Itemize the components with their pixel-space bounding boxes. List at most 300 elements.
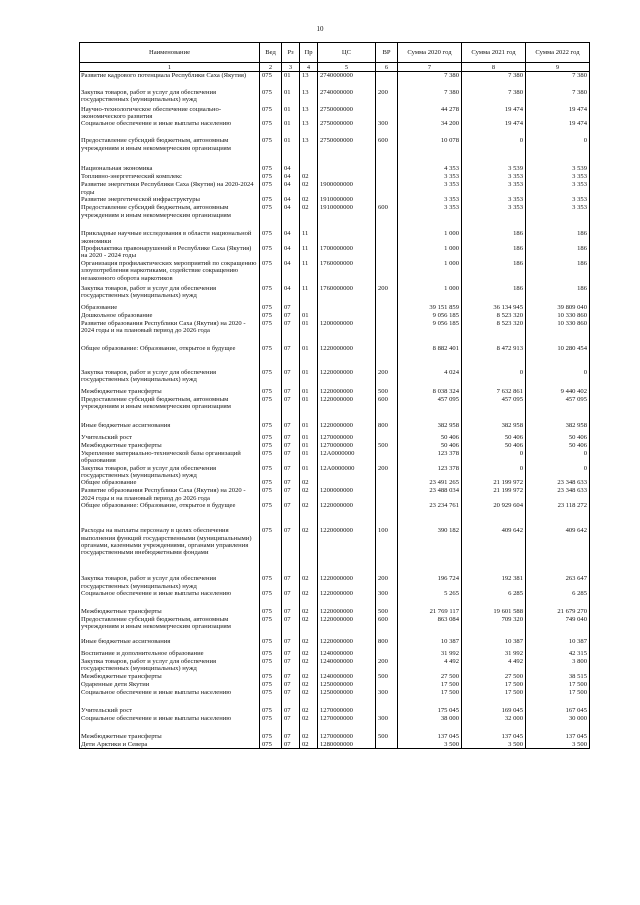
row-vr-cell: 200 <box>376 89 398 106</box>
table-row <box>80 650 590 658</box>
row-sum-2021-cell: 0 <box>462 450 526 465</box>
row-rz-cell: 04 <box>282 230 300 245</box>
row-pr-cell: 01 <box>300 312 318 320</box>
row-sum-2020-cell: 4 353 <box>398 165 462 173</box>
table-row <box>80 741 590 749</box>
row-sum-2020-cell: 4 024 <box>398 369 462 388</box>
row-ved-cell: 075 <box>260 245 282 260</box>
row-cs-cell: 1270000000 <box>318 707 376 715</box>
row-cs-cell: 1700000000 <box>318 245 376 260</box>
row-sum-2021-cell: 8 523 320 <box>462 320 526 345</box>
row-name-cell: Закупка товаров, работ и услуг для обеспечения государственных (муниципальных) нужд <box>80 575 260 590</box>
row-pr-cell: 02 <box>300 715 318 733</box>
row-sum-2020-cell: 3 353 <box>398 173 462 181</box>
row-sum-2020-cell: 38 000 <box>398 715 462 733</box>
row-name-cell: Развитие образования Республики Саха (Якутия) на 2020 - 2024 годы и на плановый период до 2026 года <box>80 320 260 345</box>
row-ved-cell: 075 <box>260 465 282 480</box>
row-sum-2020-cell: 382 958 <box>398 422 462 434</box>
row-ved-cell: 075 <box>260 638 282 650</box>
row-cs-cell: 1220000000 <box>318 616 376 638</box>
table-row <box>80 479 590 487</box>
row-rz-cell: 04 <box>282 245 300 260</box>
row-pr-cell: 02 <box>300 575 318 590</box>
row-vr-cell: 200 <box>376 285 398 304</box>
table-row <box>80 312 590 320</box>
row-sum-2021-cell: 21 199 972 <box>462 479 526 487</box>
row-sum-2022-cell: 50 406 <box>526 434 590 442</box>
header-rz: Рз <box>282 43 300 63</box>
row-cs-cell <box>318 312 376 320</box>
row-sum-2020-cell: 17 500 <box>398 689 462 707</box>
row-sum-2020-cell: 27 500 <box>398 673 462 681</box>
row-cs-cell: 2750000000 <box>318 106 376 121</box>
table-row <box>80 673 590 681</box>
row-vr-cell: 300 <box>376 120 398 137</box>
row-vr-cell <box>376 196 398 204</box>
row-cs-cell <box>318 479 376 487</box>
row-name-cell: Межбюджетные трансферты <box>80 608 260 616</box>
row-ved-cell: 075 <box>260 165 282 173</box>
row-rz-cell: 07 <box>282 681 300 689</box>
table-row <box>80 388 590 396</box>
row-sum-2020-cell: 10 387 <box>398 638 462 650</box>
row-rz-cell: 07 <box>282 422 300 434</box>
row-rz-cell: 04 <box>282 173 300 181</box>
table-row <box>80 638 590 650</box>
row-rz-cell: 04 <box>282 196 300 204</box>
header-sum-2021: Сумма 2021 год <box>462 43 526 63</box>
row-sum-2022-cell: 186 <box>526 230 590 245</box>
row-vr-cell <box>376 345 398 369</box>
row-cs-cell: 1220000000 <box>318 575 376 590</box>
table-row <box>80 120 590 137</box>
row-sum-2022-cell: 382 958 <box>526 422 590 434</box>
row-sum-2021-cell: 3 353 <box>462 173 526 181</box>
row-name-cell: Предоставление субсидий бюджетным, автономным учреждениям и иным некоммерческим организациям <box>80 616 260 638</box>
row-pr-cell: 02 <box>300 638 318 650</box>
row-pr-cell: 02 <box>300 650 318 658</box>
row-rz-cell: 07 <box>282 658 300 673</box>
row-sum-2022-cell: 6 285 <box>526 590 590 608</box>
row-sum-2022-cell: 3 353 <box>526 196 590 204</box>
row-cs-cell: 1900000000 <box>318 181 376 196</box>
row-vr-cell <box>376 72 398 89</box>
column-number: 6 <box>376 63 398 72</box>
row-sum-2022-cell: 3 353 <box>526 204 590 230</box>
row-pr-cell: 01 <box>300 388 318 396</box>
row-sum-2021-cell: 19 601 588 <box>462 608 526 616</box>
row-sum-2020-cell: 1 000 <box>398 285 462 304</box>
row-name-cell: Национальная экономика <box>80 165 260 173</box>
row-sum-2020-cell: 23 491 265 <box>398 479 462 487</box>
budget-table <box>79 42 590 749</box>
row-rz-cell: 07 <box>282 608 300 616</box>
row-sum-2021-cell: 186 <box>462 260 526 285</box>
row-sum-2021-cell: 50 406 <box>462 434 526 442</box>
table-row <box>80 204 590 230</box>
row-vr-cell: 800 <box>376 638 398 650</box>
row-sum-2022-cell: 10 330 860 <box>526 320 590 345</box>
row-name-cell: Учительский рост <box>80 707 260 715</box>
row-rz-cell: 07 <box>282 442 300 450</box>
column-number: 2 <box>260 63 282 72</box>
row-vr-cell: 200 <box>376 465 398 480</box>
row-sum-2021-cell: 186 <box>462 285 526 304</box>
table-row <box>80 658 590 673</box>
row-sum-2022-cell: 0 <box>526 465 590 480</box>
row-rz-cell: 01 <box>282 72 300 89</box>
row-ved-cell: 075 <box>260 575 282 590</box>
row-sum-2020-cell: 44 278 <box>398 106 462 121</box>
row-name-cell: Социальное обеспечение и иные выплаты населению <box>80 120 260 137</box>
row-vr-cell <box>376 707 398 715</box>
table-row <box>80 345 590 369</box>
row-vr-cell: 500 <box>376 733 398 741</box>
table-row <box>80 260 590 285</box>
row-name-cell: Научно-технологическое обеспечение социально-экономического развития <box>80 106 260 121</box>
row-ved-cell: 075 <box>260 527 282 575</box>
row-cs-cell: 1240000000 <box>318 650 376 658</box>
row-cs-cell: 1760000000 <box>318 260 376 285</box>
table-row <box>80 450 590 465</box>
row-rz-cell: 04 <box>282 181 300 196</box>
row-vr-cell <box>376 450 398 465</box>
row-name-cell: Профилактика правонарушений в Республике Саха (Якутия) на 2020 - 2024 годы <box>80 245 260 260</box>
table-row <box>80 487 590 502</box>
row-ved-cell: 075 <box>260 434 282 442</box>
row-sum-2021-cell: 3 353 <box>462 204 526 230</box>
row-rz-cell: 07 <box>282 650 300 658</box>
row-sum-2022-cell: 0 <box>526 369 590 388</box>
row-rz-cell: 07 <box>282 304 300 312</box>
row-sum-2020-cell: 123 378 <box>398 450 462 465</box>
row-vr-cell: 200 <box>376 658 398 673</box>
row-vr-cell: 500 <box>376 673 398 681</box>
table-row <box>80 72 590 89</box>
row-vr-cell: 200 <box>376 575 398 590</box>
row-pr-cell: 02 <box>300 204 318 230</box>
row-sum-2021-cell: 7 632 861 <box>462 388 526 396</box>
row-sum-2020-cell: 50 406 <box>398 434 462 442</box>
row-pr-cell: 02 <box>300 608 318 616</box>
row-sum-2021-cell: 17 500 <box>462 681 526 689</box>
row-sum-2020-cell: 7 380 <box>398 89 462 106</box>
row-name-cell: Общее образование <box>80 479 260 487</box>
row-vr-cell <box>376 741 398 749</box>
row-sum-2020-cell: 196 724 <box>398 575 462 590</box>
row-name-cell: Закупка товаров, работ и услуг для обеспечения государственных (муниципальных) нужд <box>80 658 260 673</box>
row-name-cell: Расходы на выплаты персоналу в целях обеспечения выполнения функций государственными (муниципальными) органами, казенными учреждениями, органами управления государственными внебюджетными фондами <box>80 527 260 575</box>
row-vr-cell: 500 <box>376 388 398 396</box>
row-cs-cell: 1760000000 <box>318 285 376 304</box>
column-number: 7 <box>398 63 462 72</box>
table-row <box>80 320 590 345</box>
row-sum-2020-cell: 5 265 <box>398 590 462 608</box>
table-row <box>80 502 590 527</box>
row-sum-2022-cell: 21 679 270 <box>526 608 590 616</box>
row-ved-cell: 075 <box>260 689 282 707</box>
row-sum-2022-cell: 19 474 <box>526 106 590 121</box>
row-rz-cell: 07 <box>282 673 300 681</box>
row-pr-cell: 01 <box>300 465 318 480</box>
row-pr-cell: 01 <box>300 396 318 422</box>
row-sum-2020-cell: 137 045 <box>398 733 462 741</box>
row-sum-2020-cell: 10 078 <box>398 137 462 165</box>
row-sum-2021-cell: 457 095 <box>462 396 526 422</box>
row-ved-cell: 075 <box>260 450 282 465</box>
row-vr-cell <box>376 165 398 173</box>
row-ved-cell: 075 <box>260 137 282 165</box>
row-pr-cell: 01 <box>300 345 318 369</box>
row-sum-2022-cell: 3 800 <box>526 658 590 673</box>
table-header-row <box>80 43 590 63</box>
row-rz-cell: 07 <box>282 707 300 715</box>
row-vr-cell <box>376 260 398 285</box>
row-sum-2021-cell: 169 045 <box>462 707 526 715</box>
row-sum-2020-cell: 1 000 <box>398 260 462 285</box>
row-rz-cell: 07 <box>282 479 300 487</box>
row-ved-cell: 075 <box>260 681 282 689</box>
row-vr-cell <box>376 230 398 245</box>
row-cs-cell <box>318 173 376 181</box>
row-sum-2021-cell: 50 406 <box>462 442 526 450</box>
table-row <box>80 165 590 173</box>
row-sum-2020-cell: 9 056 185 <box>398 320 462 345</box>
row-name-cell: Общее образование: Образование, открытое в будущее <box>80 502 260 527</box>
row-pr-cell: 13 <box>300 120 318 137</box>
table-row <box>80 422 590 434</box>
row-cs-cell: 1220000000 <box>318 502 376 527</box>
row-rz-cell: 04 <box>282 165 300 173</box>
row-pr-cell: 02 <box>300 196 318 204</box>
row-sum-2021-cell: 8 523 320 <box>462 312 526 320</box>
row-sum-2021-cell: 32 000 <box>462 715 526 733</box>
row-ved-cell: 075 <box>260 120 282 137</box>
row-name-cell: Развитие образования Республики Саха (Якутия) на 2020 - 2024 годы и на плановый период до 2026 года <box>80 487 260 502</box>
row-sum-2022-cell: 42 315 <box>526 650 590 658</box>
table-row <box>80 173 590 181</box>
row-pr-cell: 02 <box>300 487 318 502</box>
row-sum-2022-cell: 23 348 633 <box>526 487 590 502</box>
row-pr-cell: 01 <box>300 450 318 465</box>
row-ved-cell: 075 <box>260 487 282 502</box>
row-rz-cell: 07 <box>282 616 300 638</box>
row-name-cell: Межбюджетные трансферты <box>80 442 260 450</box>
row-sum-2021-cell: 192 381 <box>462 575 526 590</box>
row-sum-2020-cell: 23 488 034 <box>398 487 462 502</box>
row-sum-2021-cell: 0 <box>462 369 526 388</box>
row-cs-cell <box>318 304 376 312</box>
row-sum-2022-cell: 38 515 <box>526 673 590 681</box>
row-name-cell: Предоставление субсидий бюджетным, автономным учреждениям и иным некоммерческим организациям <box>80 396 260 422</box>
row-sum-2020-cell: 39 151 859 <box>398 304 462 312</box>
row-sum-2020-cell: 3 500 <box>398 741 462 749</box>
table-row <box>80 181 590 196</box>
row-sum-2021-cell: 709 320 <box>462 616 526 638</box>
row-rz-cell: 07 <box>282 312 300 320</box>
row-cs-cell: 2750000000 <box>318 137 376 165</box>
row-rz-cell: 04 <box>282 204 300 230</box>
row-sum-2022-cell: 3 353 <box>526 181 590 196</box>
row-vr-cell <box>376 434 398 442</box>
row-sum-2021-cell: 19 474 <box>462 106 526 121</box>
row-vr-cell <box>376 487 398 502</box>
row-rz-cell: 01 <box>282 106 300 121</box>
row-cs-cell: 1200000000 <box>318 320 376 345</box>
row-pr-cell: 02 <box>300 673 318 681</box>
row-sum-2022-cell: 749 040 <box>526 616 590 638</box>
row-ved-cell: 075 <box>260 741 282 749</box>
row-vr-cell <box>376 502 398 527</box>
row-ved-cell: 075 <box>260 715 282 733</box>
row-sum-2021-cell: 3 500 <box>462 741 526 749</box>
row-sum-2021-cell: 0 <box>462 465 526 480</box>
row-name-cell: Топливно-энергетический комплекс <box>80 173 260 181</box>
row-sum-2020-cell: 8 038 324 <box>398 388 462 396</box>
header-name: Наименование <box>80 43 260 63</box>
row-rz-cell: 07 <box>282 689 300 707</box>
row-pr-cell: 02 <box>300 590 318 608</box>
row-cs-cell: 1270000000 <box>318 715 376 733</box>
row-cs-cell: 1910000000 <box>318 204 376 230</box>
row-sum-2021-cell: 7 380 <box>462 72 526 89</box>
table-row <box>80 106 590 121</box>
row-name-cell: Организация профилактических мероприятий по сокращению злоупотребления наркотиками, содействие сокращению незаконного оборота наркотиков <box>80 260 260 285</box>
row-sum-2022-cell: 10 280 454 <box>526 345 590 369</box>
header-cs: ЦС <box>318 43 376 63</box>
row-rz-cell: 07 <box>282 487 300 502</box>
row-pr-cell: 02 <box>300 689 318 707</box>
row-ved-cell: 075 <box>260 304 282 312</box>
row-rz-cell: 07 <box>282 502 300 527</box>
row-sum-2021-cell: 4 492 <box>462 658 526 673</box>
row-cs-cell: 1220000000 <box>318 527 376 575</box>
column-number: 8 <box>462 63 526 72</box>
row-pr-cell: 02 <box>300 173 318 181</box>
row-sum-2020-cell: 9 056 185 <box>398 312 462 320</box>
row-pr-cell: 13 <box>300 137 318 165</box>
row-rz-cell: 07 <box>282 450 300 465</box>
row-sum-2021-cell: 8 472 913 <box>462 345 526 369</box>
row-sum-2022-cell: 17 500 <box>526 689 590 707</box>
row-rz-cell: 04 <box>282 285 300 304</box>
row-cs-cell: 1220000000 <box>318 396 376 422</box>
row-sum-2021-cell: 31 992 <box>462 650 526 658</box>
row-ved-cell: 075 <box>260 608 282 616</box>
row-pr-cell: 13 <box>300 89 318 106</box>
row-cs-cell: 2750000000 <box>318 120 376 137</box>
row-sum-2020-cell: 1 000 <box>398 230 462 245</box>
row-ved-cell: 075 <box>260 285 282 304</box>
row-vr-cell: 500 <box>376 442 398 450</box>
row-name-cell: Закупка товаров, работ и услуг для обеспечения государственных (муниципальных) нужд <box>80 285 260 304</box>
row-cs-cell: 1240000000 <box>318 658 376 673</box>
row-cs-cell: 1200000000 <box>318 487 376 502</box>
row-cs-cell: 1270000000 <box>318 733 376 741</box>
row-cs-cell: 1220000000 <box>318 369 376 388</box>
row-name-cell: Учительский рост <box>80 434 260 442</box>
row-pr-cell: 02 <box>300 733 318 741</box>
row-pr-cell: 02 <box>300 527 318 575</box>
row-name-cell: Образование <box>80 304 260 312</box>
row-name-cell: Социальное обеспечение и иные выплаты населению <box>80 715 260 733</box>
row-rz-cell: 01 <box>282 120 300 137</box>
table-row <box>80 230 590 245</box>
row-pr-cell <box>300 304 318 312</box>
row-sum-2020-cell: 3 353 <box>398 204 462 230</box>
row-rz-cell: 01 <box>282 89 300 106</box>
row-name-cell: Социальное обеспечение и иные выплаты населению <box>80 689 260 707</box>
row-sum-2022-cell: 137 045 <box>526 733 590 741</box>
row-sum-2022-cell: 17 500 <box>526 681 590 689</box>
row-sum-2022-cell: 7 380 <box>526 72 590 89</box>
row-pr-cell: 02 <box>300 681 318 689</box>
table-row <box>80 396 590 422</box>
row-vr-cell: 200 <box>376 369 398 388</box>
row-sum-2020-cell: 17 500 <box>398 681 462 689</box>
row-name-cell: Воспитание и дополнительное образование <box>80 650 260 658</box>
row-sum-2021-cell: 3 353 <box>462 181 526 196</box>
row-cs-cell: 1220000000 <box>318 638 376 650</box>
row-pr-cell: 01 <box>300 442 318 450</box>
row-sum-2022-cell: 23 348 633 <box>526 479 590 487</box>
row-cs-cell: 1220000000 <box>318 422 376 434</box>
row-rz-cell: 07 <box>282 741 300 749</box>
table-row <box>80 733 590 741</box>
table-row <box>80 89 590 106</box>
row-pr-cell: 13 <box>300 72 318 89</box>
header-pr: Пр <box>300 43 318 63</box>
row-ved-cell: 075 <box>260 345 282 369</box>
table-row <box>80 196 590 204</box>
row-sum-2021-cell: 409 642 <box>462 527 526 575</box>
row-sum-2020-cell: 8 882 401 <box>398 345 462 369</box>
row-sum-2021-cell: 17 500 <box>462 689 526 707</box>
table-row <box>80 681 590 689</box>
row-vr-cell: 300 <box>376 590 398 608</box>
row-rz-cell: 07 <box>282 527 300 575</box>
row-name-cell: Развитие энергетической инфраструктуры <box>80 196 260 204</box>
header-sum-2020: Сумма 2020 год <box>398 43 462 63</box>
row-cs-cell: 2740000000 <box>318 72 376 89</box>
column-number-row <box>80 63 590 72</box>
row-vr-cell: 600 <box>376 204 398 230</box>
row-sum-2020-cell: 31 992 <box>398 650 462 658</box>
row-sum-2020-cell: 1 000 <box>398 245 462 260</box>
row-sum-2020-cell: 7 380 <box>398 72 462 89</box>
row-cs-cell: 1250000000 <box>318 689 376 707</box>
row-sum-2022-cell: 3 539 <box>526 165 590 173</box>
row-sum-2022-cell: 9 440 402 <box>526 388 590 396</box>
row-name-cell: Предоставление субсидий бюджетным, автономным учреждениям и иным некоммерческим организациям <box>80 204 260 230</box>
row-cs-cell: 1280000000 <box>318 741 376 749</box>
row-pr-cell: 11 <box>300 260 318 285</box>
row-sum-2020-cell: 23 234 761 <box>398 502 462 527</box>
row-ved-cell: 075 <box>260 89 282 106</box>
row-pr-cell: 01 <box>300 369 318 388</box>
row-vr-cell: 600 <box>376 396 398 422</box>
table-row <box>80 369 590 388</box>
table-row <box>80 245 590 260</box>
row-vr-cell <box>376 181 398 196</box>
row-name-cell: Иные бюджетные ассигнования <box>80 422 260 434</box>
row-ved-cell: 075 <box>260 658 282 673</box>
row-sum-2021-cell: 382 958 <box>462 422 526 434</box>
row-rz-cell: 07 <box>282 638 300 650</box>
row-sum-2020-cell: 3 353 <box>398 181 462 196</box>
row-sum-2022-cell: 23 118 272 <box>526 502 590 527</box>
row-sum-2022-cell: 263 647 <box>526 575 590 590</box>
